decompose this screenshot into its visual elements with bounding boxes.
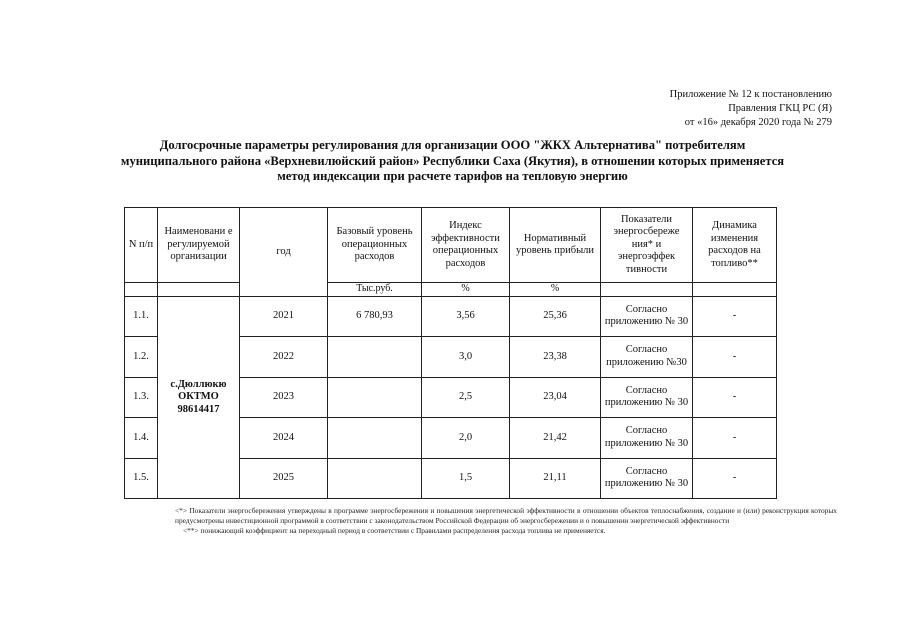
cell-energy: Согласно приложению № 30 [601,458,693,499]
cell-num: 1.5. [125,458,158,499]
cell-num: 1.3. [125,377,158,418]
header-note-line: Правления ГКЦ РС (Я) [728,103,832,114]
cell-num: 1.1. [125,296,158,337]
cell-profit: 21,42 [510,418,601,459]
org-name: с.Дюллюкю [170,378,227,390]
unit-dynamics [693,283,777,297]
cell-base [328,418,422,459]
cell-org [158,296,240,499]
title-line: Долгосрочные параметры регулирования для организации ООО "ЖКХ Альтернатива" потребителям [159,138,746,152]
header-energy: Показатели энергосбереже ния* и энергоэффек тивности [601,208,693,283]
unit-base: Тыс.руб. [328,283,422,297]
cell-num: 1.4. [125,418,158,459]
cell-year: 2024 [240,418,328,459]
table-row [125,296,777,337]
cell-index: 3,0 [422,337,510,378]
unit-num [125,283,158,297]
cell-year: 2025 [240,458,328,499]
table-header-row [125,208,777,283]
cell-base [328,377,422,418]
header-base: Базовый уровень операционных расходов [328,208,422,283]
cell-dynamics: - [693,418,777,459]
cell-dynamics: - [693,458,777,499]
unit-index: % [422,283,510,297]
footnotes [175,506,837,536]
cell-energy: Согласно приложению №30 [601,337,693,378]
header-dynamics: Динамика изменения расходов на топливо** [693,208,777,283]
table-units-row [125,283,777,297]
header-org: Наименовани е регулируемой организации [158,208,240,283]
header-year: год [240,208,328,297]
cell-index: 2,0 [422,418,510,459]
footnote-energy-saving: <*> Показатели энергосбережения утверждены в программе энергосбережения и повышения энергетической эффективности в отношении объектов теплоснабжения, создание и (или) реконструкция которых предусмотрены инвестиционной программой в соответствии с законодательством Российской Федерации об энергосбережении и о повышении энергетической эффективности [175,506,837,525]
cell-profit: 21,11 [510,458,601,499]
org-oktmo-label: ОКТМО [178,391,219,402]
unit-energy [601,283,693,297]
unit-profit: % [510,283,601,297]
cell-base: 6 780,93 [328,296,422,337]
cell-dynamics: - [693,296,777,337]
cell-num: 1.2. [125,337,158,378]
title-line: муниципального района «Верхневилюйский район» Республики Саха (Якутия), в отношении которых применяется [120,153,785,168]
cell-energy: Согласно приложению № 30 [601,296,693,337]
header-note [512,88,832,130]
cell-year: 2023 [240,377,328,418]
cell-energy: Согласно приложению № 30 [601,418,693,459]
header-num: N п/п [125,208,158,283]
cell-dynamics: - [693,377,777,418]
cell-index: 3,56 [422,296,510,337]
header-note-line: Приложение № 12 к постановлению [669,89,832,100]
cell-index: 2,5 [422,377,510,418]
cell-year: 2022 [240,337,328,378]
cell-index: 1,5 [422,458,510,499]
header-note-line: от «16» декабря 2020 года № 279 [684,117,832,128]
cell-year: 2021 [240,296,328,337]
parameters-table [124,207,777,499]
cell-dynamics: - [693,337,777,378]
document-title [60,138,845,185]
cell-base [328,458,422,499]
cell-base [328,337,422,378]
footnote-fuel-coefficient: <**> понижающий коэффициент на переходный период в соответствии с Правилами распределения расхода топлива не применяется. [183,526,606,535]
header-profit: Нормативный уровень прибыли [510,208,601,283]
header-index: Индекс эффективности операционных расходов [422,208,510,283]
cell-energy: Согласно приложению № 30 [601,377,693,418]
cell-profit: 23,38 [510,337,601,378]
cell-profit: 23,04 [510,377,601,418]
cell-profit: 25,36 [510,296,601,337]
title-line: метод индексации при расчете тарифов на тепловую энергию [277,169,628,183]
unit-org [158,283,240,297]
org-oktmo-code: 98614417 [177,403,220,415]
